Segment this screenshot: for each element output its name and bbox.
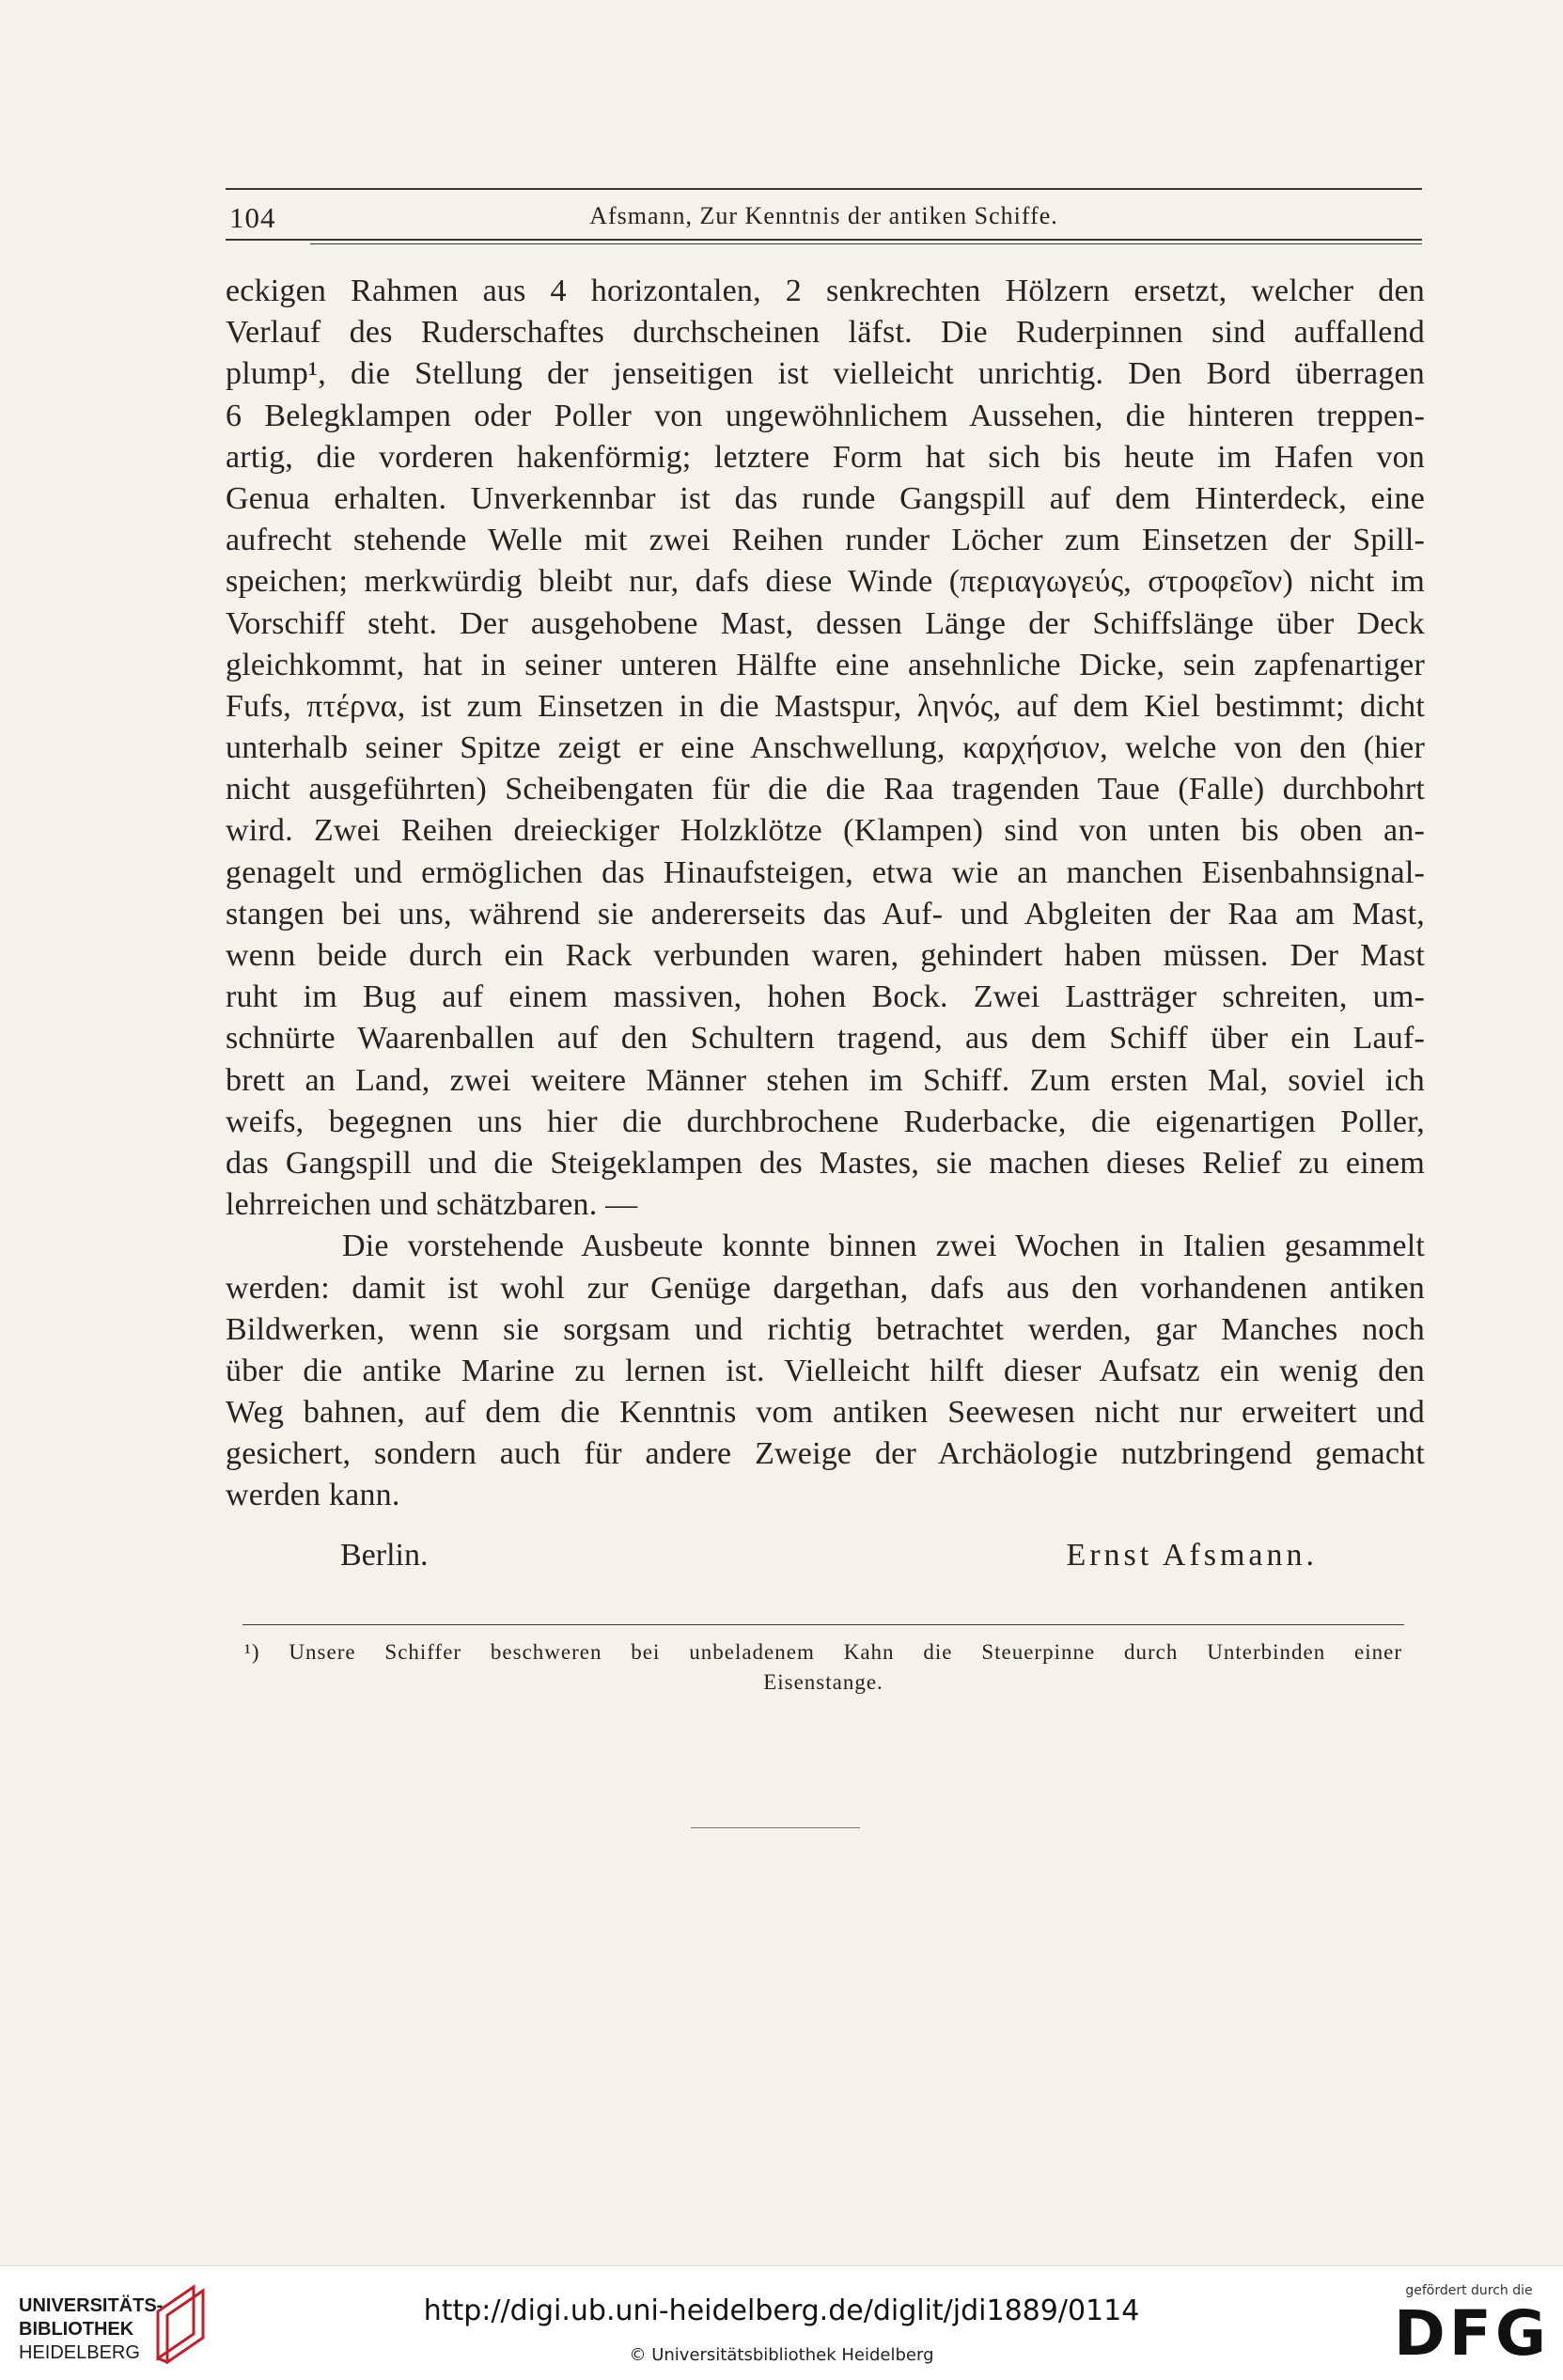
text-line: artig, die vorderen hakenförmig; letztere Form hat sich bis heute im Hafen von — [226, 439, 1425, 475]
funded-by-text: gefördert durch die — [1405, 2283, 1533, 2298]
end-rule — [691, 1827, 860, 1828]
citation-url-link[interactable]: http://digi.ub.uni-heidelberg.de/diglit/jdi1889/0114 — [423, 2294, 1140, 2327]
footnote-line-1 — [244, 1637, 1402, 1668]
text-line: Bildwerken, wenn sie sorgsam und richtig betrachtet werden, gar Manches noch — [226, 1311, 1425, 1347]
text-line: ruht im Bug auf einem massiven, hohen Bock. Zwei Lastträger schreiten, um- — [226, 979, 1425, 1015]
dfg-logo[interactable]: DFG — [1394, 2297, 1551, 2370]
library-line-3: HEIDELBERG — [19, 2342, 140, 2363]
running-title: Afsmann, Zur Kenntnis der antiken Schiffe. — [589, 202, 1058, 229]
text-line: eckigen Rahmen aus 4 horizontalen, 2 senkrechten Hölzern ersetzt, welcher den — [226, 274, 1425, 308]
text-line: gleichkommt, hat in seiner unteren Hälfte eine ansehnliche Dicke, sein zapfenartiger — [226, 647, 1425, 682]
text-line: brett an Land, zwei weitere Männer stehen im Schiff. Zum ersten Mal, soviel ich — [226, 1062, 1425, 1098]
footer-bar — [0, 2265, 1563, 2380]
text-line: weifs, begegnen uns hier die durchbrochene Ruderbacke, die eigenartigen Poller, — [226, 1104, 1425, 1139]
signature-place: Berlin. — [340, 1538, 429, 1573]
text-line: Genua erhalten. Unverkennbar ist das runde Gangspill auf dem Hinterdeck, eine — [226, 480, 1425, 516]
text-line: werden kann. — [226, 1478, 400, 1513]
text-line: gesichert, sondern auch für andere Zweige der Archäologie nutzbringend gemacht — [226, 1436, 1425, 1472]
signature-author: Ernst Afsmann. — [1066, 1538, 1318, 1573]
footnote-line-2: Eisenstange. — [763, 1670, 883, 1694]
text-line: speichen; merkwürdig bleibt nur, dafs diese Winde (περιαγωγεύς, στροφεῖον) nicht im — [226, 564, 1425, 600]
text-line: das Gangspill und die Steigeklampen des Mastes, sie machen dieses Relief zu einem — [226, 1145, 1425, 1181]
text-line: über die antike Marine zu lernen ist. Vielleicht hilft dieser Aufsatz ein wenig den — [226, 1353, 1425, 1388]
text-line: genagelt und ermöglichen das Hinaufsteigen, etwa wie an manchen Eisenbahnsignal- — [226, 854, 1425, 890]
text-line: unterhalb seiner Spitze zeigt er eine Anschwellung, καρχήσιον, welche von den (hier — [226, 730, 1425, 766]
footnote — [244, 1637, 1402, 1698]
library-line-2: BIBLIOTHEK — [19, 2319, 134, 2340]
text-line: lehrreichen und schätzbaren. — — [226, 1187, 638, 1223]
footnote-marker: ¹) — [244, 1640, 260, 1664]
text-line: Verlauf des Ruderschaftes durchscheinen läfst. Die Ruderpinnen sind auffallend — [226, 315, 1425, 351]
text-line: Weg bahnen, auf dem die Kenntnis vom antiken Seewesen nicht nur erweitert und — [226, 1395, 1425, 1431]
text-line: aufrecht stehende Welle mit zwei Reihen runder Löcher zum Einsetzen der Spill- — [226, 523, 1425, 558]
running-header — [226, 197, 1422, 235]
text-line: wenn beide durch ein Rack verbunden waren, gehindert haben müssen. Der Mast — [226, 938, 1425, 973]
library-line-1: UNIVERSITÄTS- — [19, 2295, 164, 2316]
text-line: 6 Belegklampen oder Poller von ungewöhnlichem Aussehen, die hinteren treppen- — [226, 398, 1425, 433]
text-line: wird. Zwei Reihen dreieckiger Holzklötze (Klampen) sind von unten bis oben an- — [226, 813, 1425, 849]
footnote-text-1: Unsere Schiffer beschweren bei unbeladenem Kahn die Steuerpinne durch Unterbinden einer — [289, 1640, 1403, 1664]
header-rule-top — [226, 188, 1422, 190]
header-rule-bottom — [226, 239, 1422, 241]
signature-block — [226, 1538, 1425, 1579]
text-line: stangen bei uns, während sie andererseits das Auf- und Abgleiten der Raa am Mast, — [226, 896, 1425, 932]
copyright-text: © Universitätsbibliothek Heidelberg — [629, 2345, 934, 2365]
text-line: Vorschiff steht. Der ausgehobene Mast, dessen Länge der Schiffslänge über Deck — [226, 605, 1425, 641]
text-line: nicht ausgeführten) Scheibengaten für die die Raa tragenden Taue (Falle) durchbohrt — [226, 772, 1425, 807]
page-number: 104 — [229, 201, 276, 234]
text-line: schnürte Waarenballen auf den Schultern tragend, aus dem Schiff über ein Lauf- — [226, 1021, 1425, 1057]
text-line: Fufs, πτέρνα, ist zum Einsetzen in die Mastspur, ληνός, auf dem Kiel bestimmt; dicht — [226, 688, 1425, 724]
header-rule-bottom-thin — [310, 243, 1422, 244]
text-line: plump¹, die Stellung der jenseitigen ist vielleicht unrichtig. Den Bord überragen — [226, 356, 1425, 392]
text-line: werden: damit ist wohl zur Genüge dargethan, dafs aus den vorhandenen antiken — [226, 1270, 1425, 1306]
footnote-rule — [242, 1624, 1404, 1625]
text-line: Die vorstehende Ausbeute konnte binnen zwei Wochen in Italien gesammelt — [342, 1229, 1425, 1264]
body-text — [226, 271, 1425, 1517]
